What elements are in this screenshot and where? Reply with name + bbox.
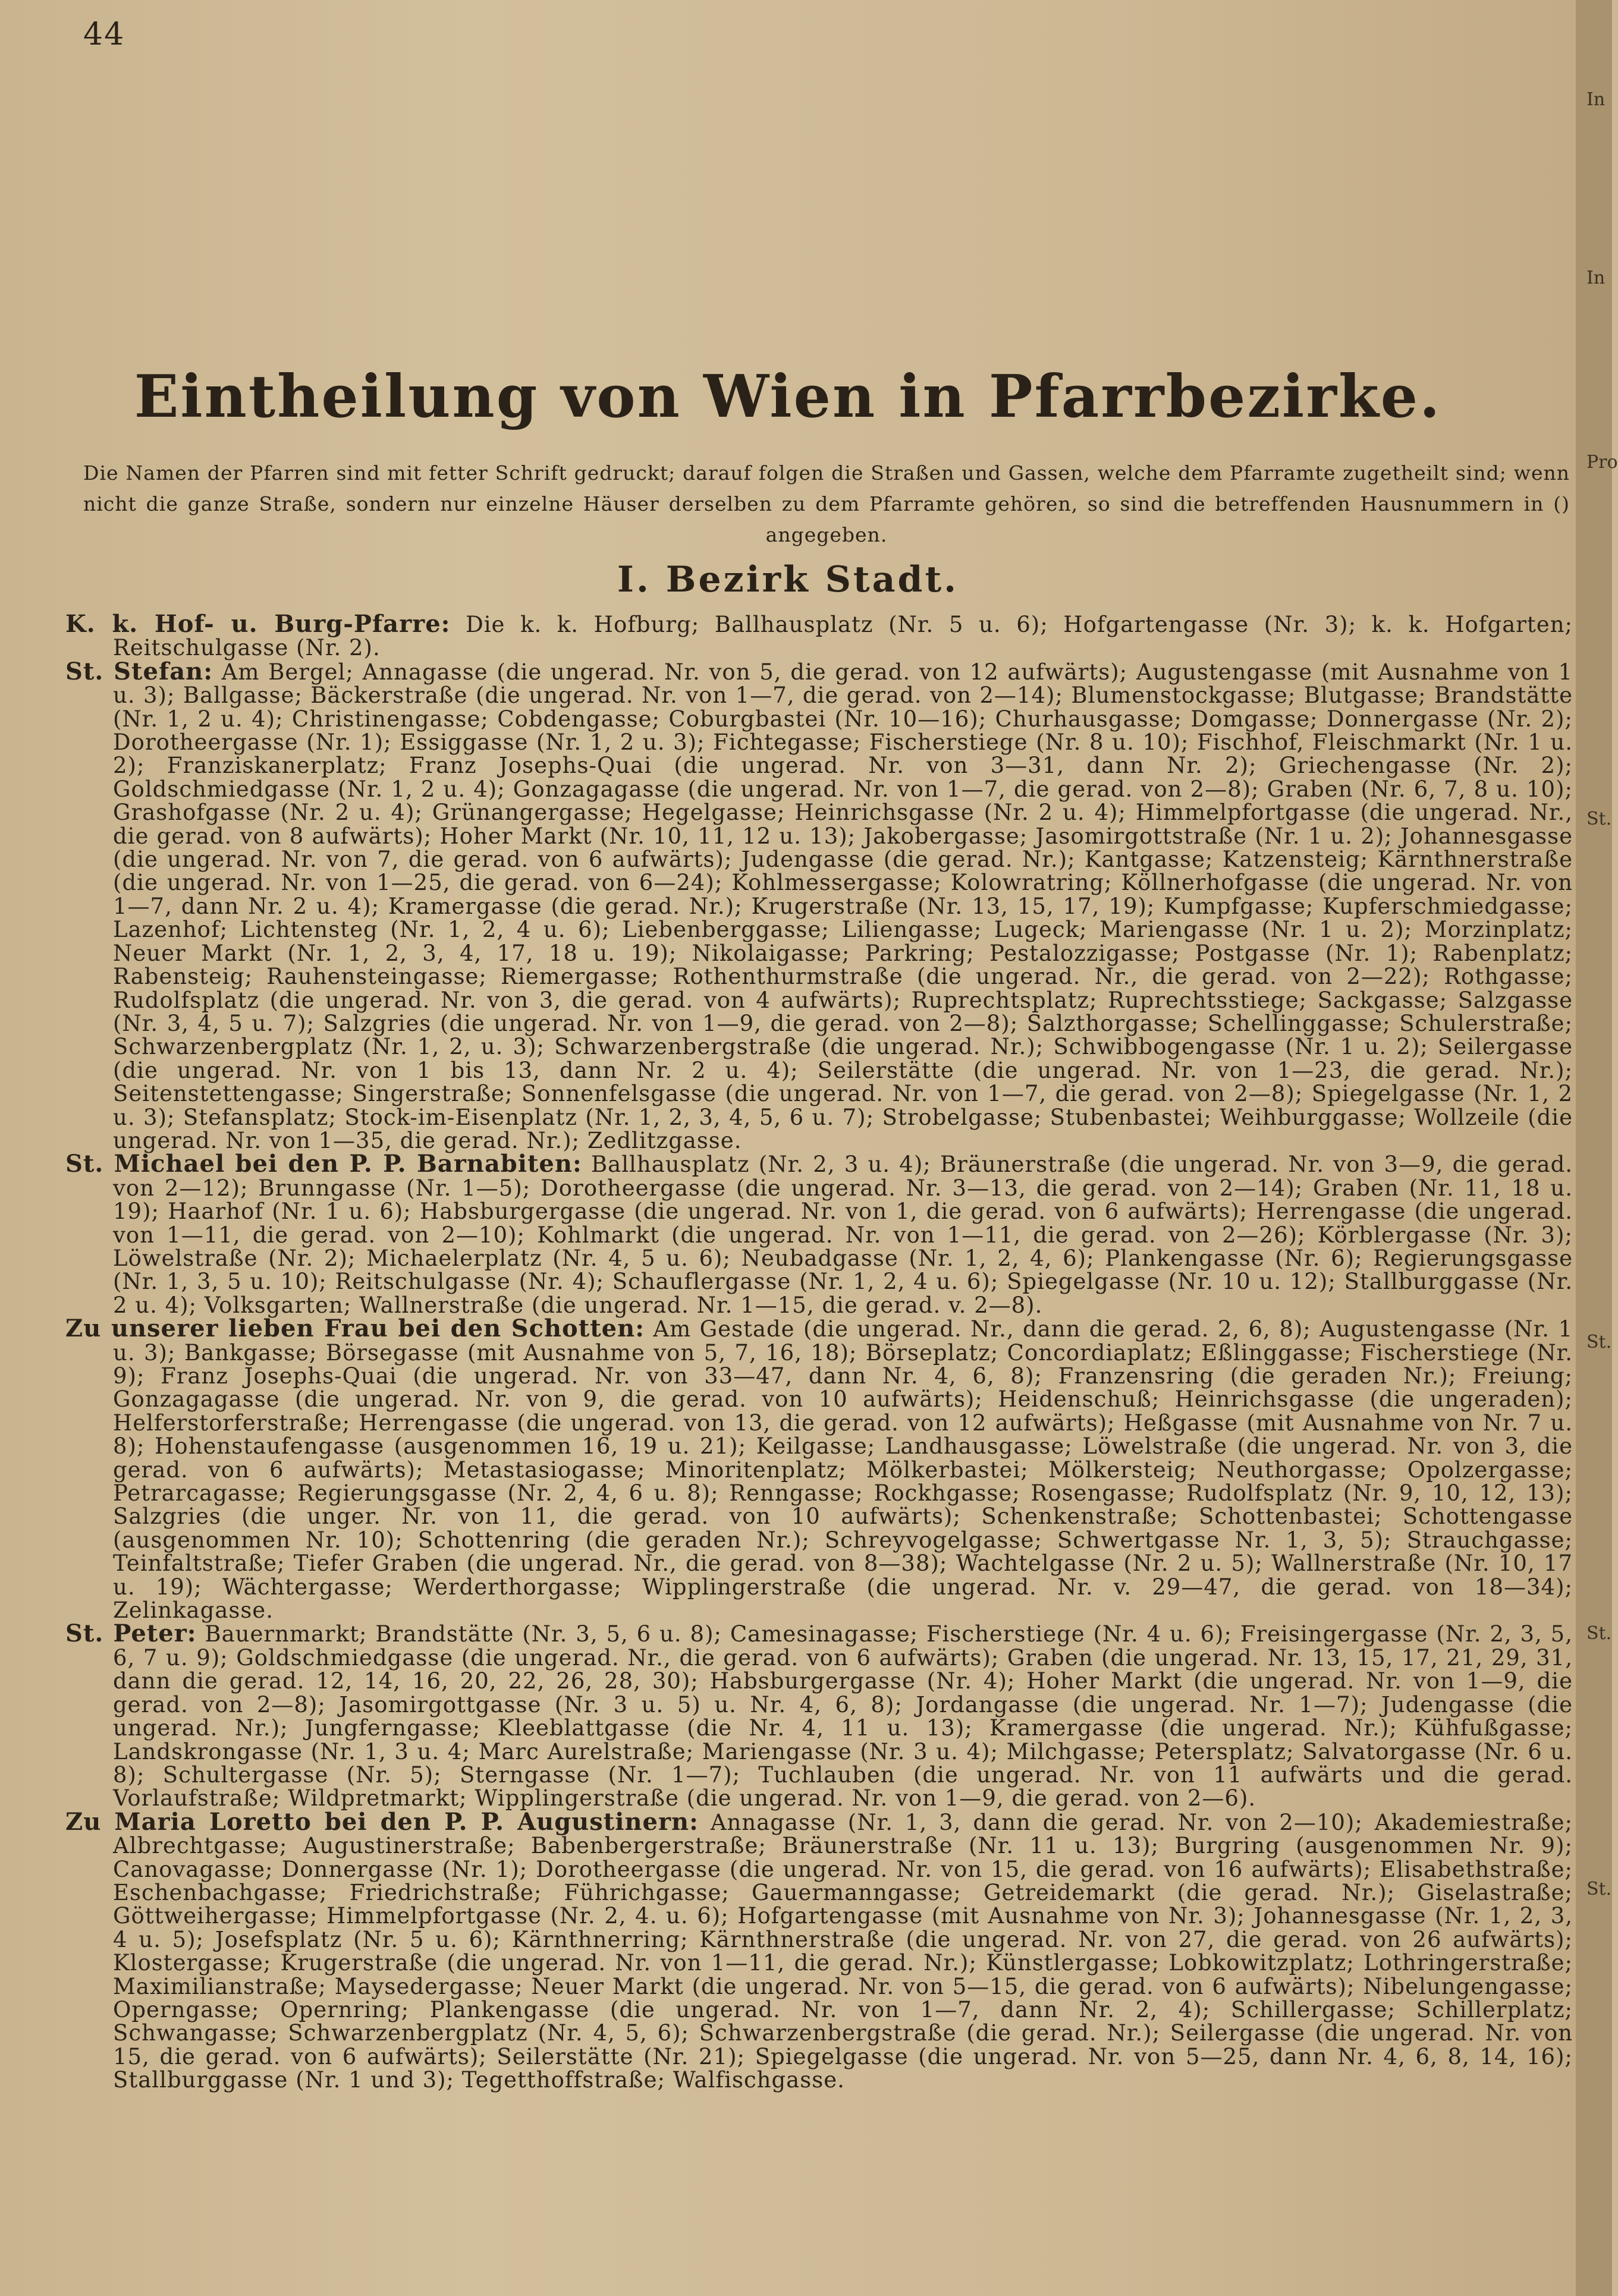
parish-name: St. Peter: [65, 1619, 197, 1648]
parish-streets: Ballhausplatz (Nr. 2, 3 u. 4); Bräunerstraße (die ungerad. Nr. von 3—9, die gerad. von 2—12); Brunngasse (Nr. 1—5); Dorotheergasse (die ungerad. Nr. 3—13, die gerad. von 2—14); Graben (Nr. 11, 18 u. 19); Haarhof (Nr. 1 u. 6); Habsburgergasse (die ungerad. Nr. von 1, die gerad. von 6 aufwärts); Herrengasse (die ungerad. von 1—11, die gerad. von 2—10); Kohlmarkt (die ungerad. Nr. von 1—11, die gerad. von 2—26); Körblergasse (Nr. 3); Löwelstraße (Nr. 2); Michaelerplatz (Nr. 4, 5 u. 6); Neubadgasse (Nr. 1, 2, 4, 6); Plankengasse (Nr. 6); Regierungsgasse (Nr. 1, 3, 5 u. 10); Reitschulgasse (Nr. 4); Schauflergasse (Nr. 1, 2, 4 u. 6); Spiegelgasse (Nr. 10 u. 12); Stallburggasse (Nr. 2 u. 4); Volksgarten; Wallnerstraße (die ungerad. Nr. 1—15, die gerad. v. 2—8). [113, 1152, 1573, 1318]
parish-entry [65, 1314, 1573, 1624]
parish-name: St. Michael bei den P. P. Barnabiten: [65, 1150, 582, 1178]
district-heading: I. Bezirk Stadt. [617, 559, 959, 600]
parish-name: Zu unserer lieben Frau bei den Schotten: [65, 1314, 645, 1343]
parish-entry [65, 657, 1573, 1153]
page-number: 44 [83, 17, 125, 52]
edge-mark: St. [1586, 1623, 1612, 1644]
parish-entry [65, 612, 1573, 660]
parish-streets: Bauernmarkt; Brandstätte (Nr. 3, 5, 6 u. 8); Camesinagasse; Fischerstiege (Nr. 4 u. 6); Freisingergasse (Nr. 2, 3, 5, 6, 7 u. 9); Goldschmiedgasse (die ungerad. Nr., die gerad. von 6 aufwärts); Graben (die ungerad. Nr. 13, 15, 17, 21, 29, 31, dann die gerad. 12, 14, 16, 20, 22, 26, 28, 30); Habsburgergasse (Nr. 4); Hoher Markt (die ungerad. Nr. von 1—9, die gerad. von 2—8); Jasomirgottgasse (Nr. 3 u. 5) u. Nr. 4, 6, 8); Jordangasse (die ungerad. Nr. 1—7); Judengasse (die ungerad. Nr.); Jungferngasse; Kleeblattgasse (die Nr. 4, 11 u. 13); Kramergasse (die ungerad. Nr.); Kühfußgasse; Landskrongasse (Nr. 1, 3 u. 4; Marc Aurelstraße; Mariengasse (Nr. 3 u. 4); Milchgasse; Petersplatz; Salvatorgasse (Nr. 6 u. 8); Schultergasse (Nr. 5); Sterngasse (Nr. 1—7); Tuchlauben (die ungerad. Nr. von 11 aufwärts und die gerad. Vorlaufstraße; Wildpretmarkt; Wipplingerstraße (die ungerad. Nr. von 1—9, die gerad. von 2—6). [113, 1621, 1573, 1811]
parish-list [65, 612, 1573, 2092]
parish-entry [65, 1152, 1573, 1317]
parish-name: Zu Maria Loretto bei den P. P. Augustinern: [65, 1807, 699, 1836]
edge-mark: St. [1586, 809, 1612, 829]
parish-streets: Annagasse (Nr. 1, 3, dann die gerad. Nr. von 2—10); Akademiestraße; Albrechtgasse; Augustinerstraße; Babenbergerstraße; Bräunerstraße (Nr. 11 u. 13); Burgring (ausgenommen Nr. 9); Canovagasse; Donnergasse (Nr. 1); Dorotheergasse (die ungerad. Nr. von 15, die gerad. von 16 aufwärts); Elisabethstraße; Eschenbachgasse; Friedrichstraße; Führichgasse; Gauermanngasse; Getreidemarkt (die gerad. Nr.); Giselastraße; Göttweihergasse; Himmelpfortgasse (Nr. 2, 4. u. 6); Hofgartengasse (mit Ausnahme von Nr. 3); Johannesgasse (Nr. 1, 2, 3, 4 u. 5); Josefsplatz (Nr. 5 u. 6); Kärnthnerring; Kärnthnerstraße (die ungerad. Nr. von 27, die gerad. von 26 aufwärts); Klostergasse; Krugerstraße (die ungerad. Nr. von 1—11, die gerad. Nr.); Künstlergasse; Lobkowitzplatz; Lothringerstraße; Maximilianstraße; Maysedergasse; Neuer Markt (die ungerad. Nr. von 5—15, die gerad. von 6 aufwärts); Nibelungengasse; Operngasse; Opernring; Plankengasse (die ungerad. Nr. von 1—7, dann Nr. 2, 4); Schillergasse; Schillerplatz; Schwangasse; Schwarzenbergplatz (Nr. 4, 5, 6); Schwarzenbergstraße (die gerad. Nr.); Seilergasse (die ungerad. Nr. von 15, die gerad. von 6 aufwärts); Seilerstätte (Nr. 21); Spiegelgasse (die ungerad. Nr. von 5—25, dann Nr. 4, 6, 8, 14, 16); Stallburggasse (Nr. 1 und 3); Tegetthoffstraße; Walfischgasse. [113, 1809, 1573, 2093]
edge-mark: St. [1586, 1879, 1612, 1899]
edge-mark: Pro [1586, 452, 1618, 473]
parish-entry [65, 1807, 1573, 2093]
parish-streets: Am Gestade (die ungerad. Nr., dann die gerad. 2, 6, 8); Augustengasse (Nr. 1 u. 3); Bankgasse; Börsegasse (mit Ausnahme von 5, 7, 16, 18); Börseplatz; Concordiaplatz; Eßlinggasse; Fischerstiege (Nr. 9); Franz Josephs-Quai (die ungerad. Nr. von 33—47, dann Nr. 4, 6, 8); Franzensring (die geraden Nr.); Freiung; Gonzagagasse (die ungerad. Nr. von 9, die gerad. von 10 aufwärts); Heidenschuß; Heinrichsgasse (die ungeraden); Helferstorferstraße; Herrengasse (die ungerad. von 13, die gerad. von 12 aufwärts); Heßgasse (mit Ausnahme von Nr. 7 u. 8); Hohenstaufengasse (ausgenommen 16, 19 u. 21); Keilgasse; Landhausgasse; Löwelstraße (die ungerad. Nr. von 3, die gerad. von 6 aufwärts); Metastasiogasse; Minoritenplatz; Mölkerbastei; Mölkersteig; Neuthorgasse; Opolzergasse; Petrarcagasse; Regierungsgasse (Nr. 2, 4, 6 u. 8); Renngasse; Rockhgasse; Rosengasse; Rudolfsplatz (Nr. 9, 10, 12, 13); Salzgries (die unger. Nr. von 11, die gerad. von 10 aufwärts); Schenkenstraße; Schottenbastei; Schottengasse (ausgenommen Nr. 10); Schottenring (die geraden Nr.); Schreyvogelgasse; Schwertgasse Nr. 1, 3, 5); Strauchgasse; Teinfaltstraße; Tiefer Graben (die ungerad. Nr., die gerad. von 8—38); Wachtelgasse (Nr. 2 u. 5); Wallnerstraße (Nr. 10, 17 u. 19); Wächtergasse; Werderthorgasse; Wipplingerstraße (die ungerad. Nr. v. 29—47, die gerad. von 18—34); Zelinkagasse. [113, 1316, 1573, 1624]
page-title: Eintheilung von Wien in Pfarrbezirke. [134, 363, 1442, 431]
parish-streets: Am Bergel; Annagasse (die ungerad. Nr. von 5, die gerad. von 12 aufwärts); Augustengasse (mit Ausnahme von 1 u. 3); Ballgasse; Bäckerstraße (die ungerad. Nr. von 1—7, die gerad. von 2—14); Blumenstockgasse; Blutgasse; Brandstätte (Nr. 1, 2 u. 4); Christinengasse; Cobdengasse; Coburgbastei (Nr. 10—16); Churhausgasse; Domgasse; Donnergasse (Nr. 2); Dorotheergasse (Nr. 1); Essiggasse (Nr. 1, 2 u. 3); Fichtegasse; Fischerstiege (Nr. 8 u. 10); Fischhof, Fleischmarkt (Nr. 1 u. 2); Franziskanerplatz; Franz Josephs-Quai (die ungerad. Nr. von 3—31, dann Nr. 2); Griechengasse (Nr. 2); Goldschmiedgasse (Nr. 1, 2 u. 4); Gonzagagasse (die ungerad. Nr. von 1—7, die gerad. von 2—8); Graben (Nr. 6, 7, 8 u. 10); Grashofgasse (Nr. 2 u. 4); Grünangergasse; Hegelgasse; Heinrichsgasse (Nr. 2 u. 4); Himmelpfortgasse (die ungerad. Nr., die gerad. von 8 aufwärts); Hoher Markt (Nr. 10, 11, 12 u. 13); Jakobergasse; Jasomirgottstraße (Nr. 1 u. 2); Johannesgasse (die ungerad. Nr. von 7, die gerad. von 6 aufwärts); Judengasse (die gerad. Nr.); Kantgasse; Katzensteig; Kärnthnerstraße (die ungerad. Nr. von 1—25, die gerad. von 6—24); Kohlmessergasse; Kolowratring; Köllnerhofgasse (die ungerad. Nr. von 1—7, dann Nr. 2 u. 4); Kramergasse (die gerad. Nr.); Krugerstraße (Nr. 13, 15, 17, 19); Kumpfgasse; Kupferschmiedgasse; Lazenhof; Lichtensteg (Nr. 1, 2, 4 u. 6); Liebenberggasse; Liliengasse; Lugeck; Mariengasse (Nr. 1 u. 2); Morzinplatz; Neuer Markt (Nr. 1, 2, 3, 4, 17, 18 u. 19); Nikolaigasse; Parkring; Pestalozzigasse; Postgasse (Nr. 1); Rabenplatz; Rabensteig; Rauhensteingasse; Riemergasse; Rothenthurmstraße (die ungerad. Nr., die gerad. von 2—22); Rothgasse; Rudolfsplatz (die ungerad. Nr. von 3, die gerad. von 4 aufwärts); Ruprechtsplatz; Ruprechtsstiege; Sackgasse; Salzgasse (Nr. 3, 4, 5 u. 7); Salzgries (die ungerad. Nr. von 1—9, die gerad. von 2—8); Salzthorgasse; Schellinggasse; Schulerstraße; Schwarzenbergplatz (Nr. 1, 2, u. 3); Schwarzenbergstraße (die ungerad. Nr.); Schwibbogengasse (Nr. 1 u. 2); Seilergasse (die ungerad. Nr. von 1 bis 13, dann Nr. 2 u. 4); Seilerstätte (die ungerad. Nr. von 1—23, die gerad. Nr.); Seitenstettengasse; Singerstraße; Sonnenfelsgasse (die ungerad. Nr. von 1—7, die gerad. von 2—8); Spiegelgasse (Nr. 1, 2 u. 3); Stefansplatz; Stock-im-Eisenplatz (Nr. 1, 2, 3, 4, 5, 6 u. 7); Strobelgasse; Stubenbastei; Weihburggasse; Wollzeile (die ungerad. Nr. von 1—35, die gerad. Nr.); Zedlitzgasse. [113, 659, 1573, 1153]
edge-mark: In [1586, 89, 1606, 110]
intro-paragraph: Die Namen der Pfarren sind mit fetter Schrift gedruckt; darauf folgen die Straßen und Gassen, welche dem Pfarramte zugetheilt sind; wenn nicht die ganze Straße, sondern nur einzelne Häuser derselben zu dem Pfarramte gehören, so sind die betreffenden Hausnummern in () angegeben. [83, 461, 1570, 546]
parish-entry [65, 1619, 1573, 1811]
adjacent-page-edge [1576, 0, 1612, 2296]
parish-name: K. k. Hof- u. Burg-Pfarre: [65, 610, 451, 638]
parish-streets: Die k. k. Hofburg; Ballhausplatz (Nr. 5 u. 6); Hofgartengasse (Nr. 3); k. k. Hofgarten; Reitschulgasse (Nr. 2). [113, 612, 1573, 661]
edge-mark: In [1586, 268, 1606, 288]
parish-name: St. Stefan: [65, 657, 213, 685]
edge-mark: St. [1586, 1332, 1612, 1353]
